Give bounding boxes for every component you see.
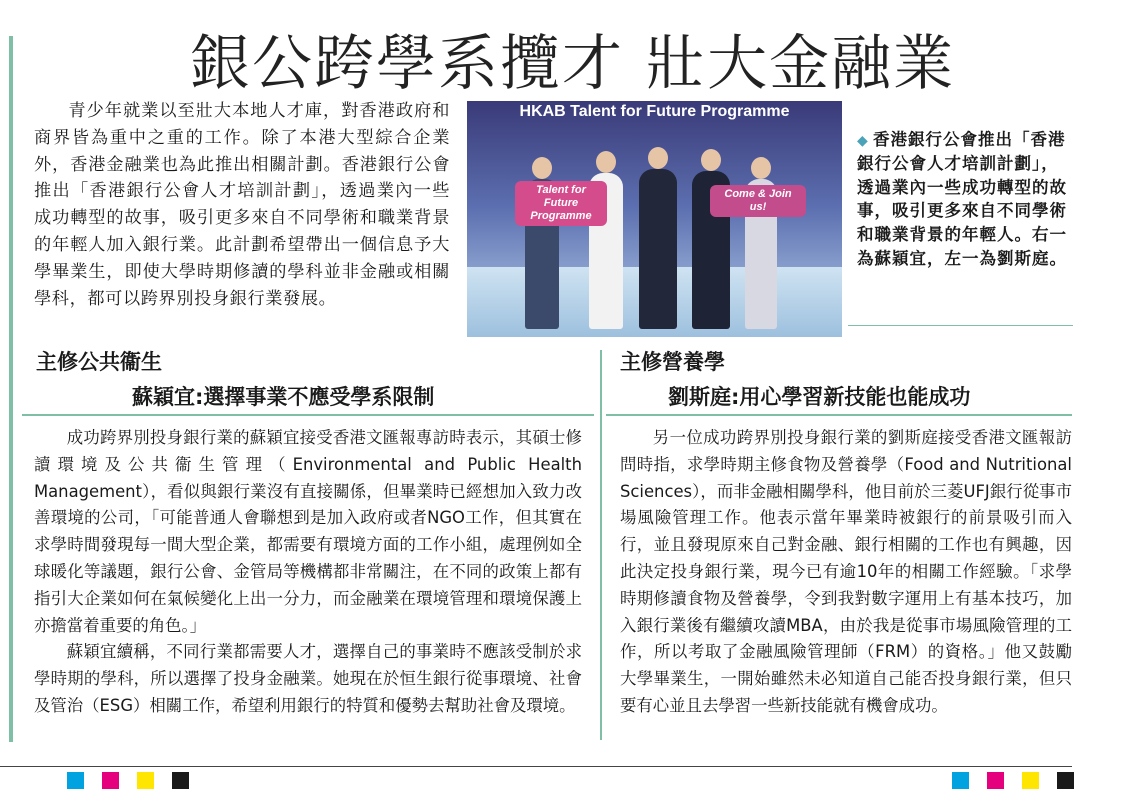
caption-divider <box>848 325 1073 326</box>
left-section-title: 蘇穎宜:選擇事業不應受學系限制 <box>132 385 435 409</box>
registration-mark-yellow <box>1022 772 1039 789</box>
registration-mark-black <box>172 772 189 789</box>
right-paragraph: 另一位成功跨界別投身銀行業的劉斯庭接受香港文匯報訪問時指，求學時期主修食物及營養學（Food and Nutritional Sciences），而非金融相關學科，他目前於三菱UFJ銀行從事市場風險管理工作。他表示當年畢業時被銀行的前景吸引而入行，並且發現原來自己對金融、銀行相關的工作也有興趣，因此決定投身銀行業，現今已有逾10年的相關工作經驗。「求學時期修讀食物及營養學，令到我對數字運用上有基本技巧，加入銀行業後有繼續攻讀MBA，由於我是從事市場風險管理的工作，所以考取了金融風險管理師（FRM）的資格。」他又鼓勵大學畢業生，一開始雖然未必知道自己能否投身銀行業，但只要有心並且去學習一些新技能就有機會成功。 <box>620 428 1072 715</box>
left-subhead: 主修公共衞生 <box>36 350 162 374</box>
photo-caption: 香港銀行公會推出「香港銀行公會人才培訓計劃」，透過業內一些成功轉型的故事，吸引更多來自不同學術和職業背景的年輕人。右一為蘇穎宜，左一為劉斯庭。 <box>857 130 1067 268</box>
right-subhead: 主修營養學 <box>620 350 725 374</box>
photo-sign-left: Talent for Future Programme <box>515 181 607 226</box>
right-body <box>620 425 1072 720</box>
diamond-bullet-icon: ◆ <box>857 133 868 149</box>
registration-mark-black <box>1057 772 1074 789</box>
registration-mark-yellow <box>137 772 154 789</box>
photo-banner-text: HKAB Talent for Future Programme <box>519 103 790 120</box>
right-section-title: 劉斯庭:用心學習新技能也能成功 <box>668 385 971 409</box>
registration-mark-cyan <box>67 772 84 789</box>
left-paragraph: 成功跨界別投身銀行業的蘇穎宜接受香港文匯報專訪時表示，其碩士修讀環境及公共衞生管理（Environmental and Public Health Management），看似與銀行業沒有直接關係，但畢業時已經想加入致力改善環境的公司，「可能普通人會聯想到是加入政府或者NGO工作，但其實在求學時間發現每一間大型企業，都需要有環境方面的工作小組，處理例如全球暖化等議題，銀行公會、金管局等機構都非常關注，在不同的政策上都有指引大企業如何在氣候變化上出一分力，而金融業在環境管理和環境保護上亦擔當着重要的角色。」 <box>34 428 582 635</box>
headline: 銀公跨學系攬才 壯大金融業 <box>190 29 956 99</box>
left-paragraph: 蘇穎宜續稱，不同行業都需要人才，選擇自己的事業時不應該受制於求學時期的學科，所以選擇了投身金融業。她現在於恒生銀行從事環境、社會及管治（ESG）相關工作，希望利用銀行的特質和優勢去幫助社會及環境。 <box>34 642 582 715</box>
photo-sign-right: Come & Join us! <box>710 185 806 217</box>
registration-mark-cyan <box>952 772 969 789</box>
intro-paragraph: 青少年就業以至壯大本地人才庫，對香港政府和商界皆為重中之重的工作。除了本港大型綜合企業外，香港金融業也為此推出相關計劃。香港銀行公會推出「香港銀行公會人才培訓計劃」，透過業內一些成功轉型的故事，吸引更多來自不同學術和職業背景的年輕人加入銀行業。此計劃希望帶出一個信息予大學畢業生，即使大學時期修讀的學科並非金融或相關學科，都可以跨界別投身銀行業發展。 <box>34 101 450 309</box>
left-accent-bar <box>9 36 13 742</box>
registration-mark-magenta <box>102 772 119 789</box>
person-figure <box>639 169 677 329</box>
registration-mark-magenta <box>987 772 1004 789</box>
right-title-rule <box>606 414 1072 416</box>
column-divider <box>600 350 602 740</box>
left-body <box>34 425 582 720</box>
bottom-rule <box>0 766 1072 767</box>
event-photo <box>467 101 842 337</box>
left-title-rule <box>22 414 594 416</box>
